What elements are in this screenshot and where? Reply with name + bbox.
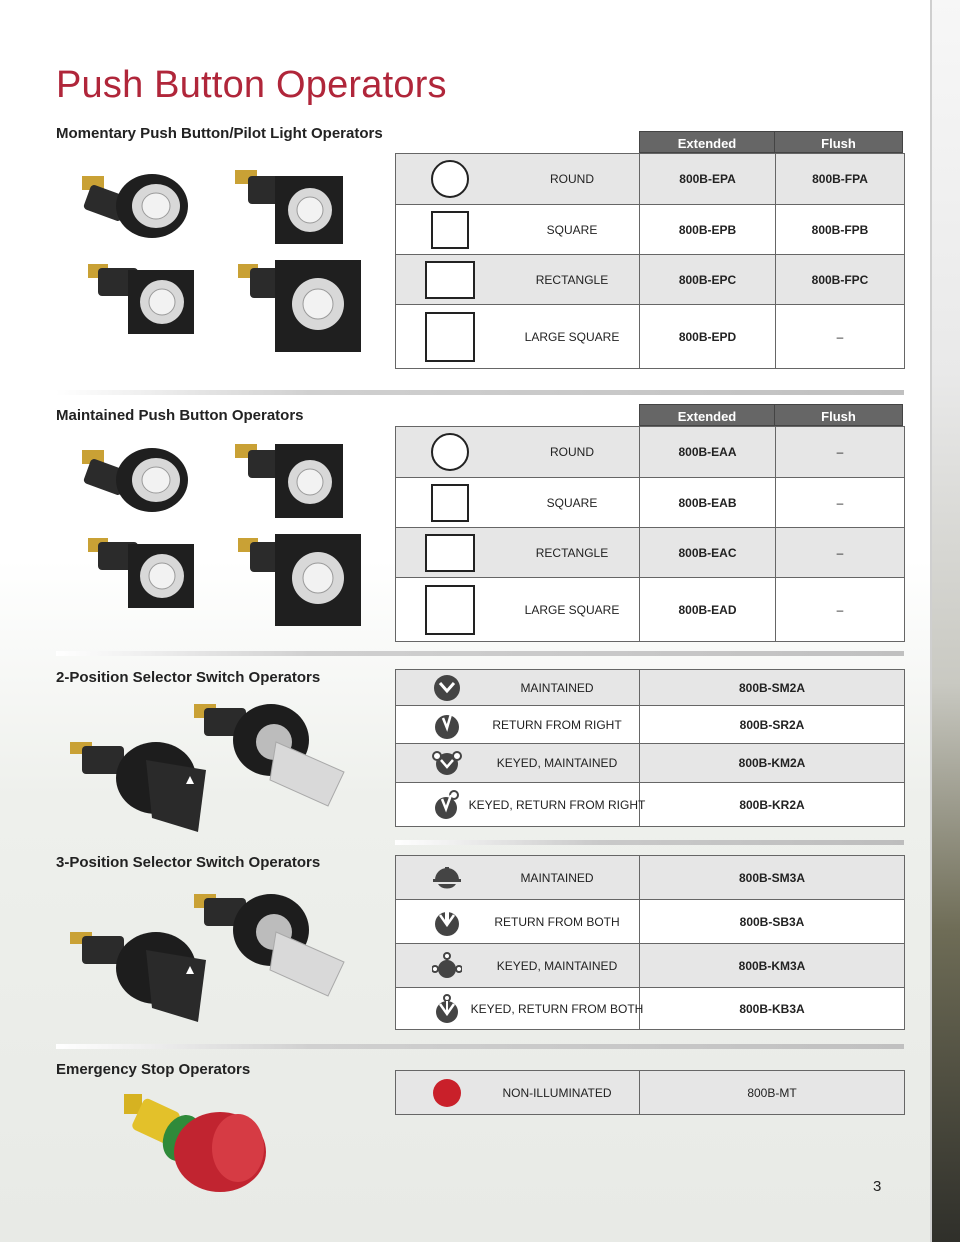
selector3-operators-photo	[66, 890, 356, 1035]
table-row	[396, 578, 905, 642]
table-row	[396, 205, 905, 255]
flush-code: –	[776, 528, 905, 578]
key-selector-image	[194, 894, 344, 996]
extended-code: 800B-EPC	[640, 255, 776, 305]
round-operator-image	[82, 448, 188, 512]
section-divider	[56, 651, 904, 656]
table-row	[396, 783, 905, 827]
table-row	[396, 944, 905, 988]
operator-label: KEYED, MAINTAINED	[496, 756, 618, 770]
momentary-section-title: Momentary Push Button/Pilot Light Operators	[56, 125, 383, 142]
shape-label: RECTANGLE	[535, 272, 609, 287]
operator-label: RETURN FROM RIGHT	[492, 717, 622, 732]
flush-header: Flush	[775, 131, 903, 153]
table-row	[396, 427, 905, 478]
shape-label: SQUARE	[546, 495, 598, 510]
table-row	[396, 744, 905, 783]
operator-label: NON-ILLUMINATED	[502, 1085, 612, 1100]
square-operator-image	[235, 170, 343, 244]
extended-code: 800B-EAC	[640, 528, 776, 578]
large-square-operator-image	[238, 260, 361, 352]
square-shape-icon	[431, 211, 469, 249]
page-edge-photo-strip	[930, 0, 960, 1242]
table-row	[396, 900, 905, 944]
flush-header: Flush	[775, 404, 903, 426]
operator-label: MAINTAINED	[520, 870, 594, 885]
catalog-code: 800B-SB3A	[640, 900, 905, 944]
shape-label: LARGE SQUARE	[524, 329, 620, 344]
table-row	[396, 255, 905, 305]
section-divider	[56, 390, 904, 395]
flush-code: 800B-FPC	[776, 255, 905, 305]
flush-code: 800B-FPB	[776, 205, 905, 255]
selector2-table	[395, 669, 905, 827]
extended-code: 800B-EAB	[640, 478, 776, 528]
table-row	[396, 305, 905, 369]
flush-code: –	[776, 427, 905, 478]
table-row	[396, 856, 905, 900]
flush-code: 800B-FPA	[776, 154, 905, 205]
large-square-shape-icon	[425, 585, 475, 635]
extended-code: 800B-EPB	[640, 205, 776, 255]
round-operator-image	[82, 174, 188, 238]
extended-code: 800B-EAD	[640, 578, 776, 642]
key-selector-image	[194, 704, 344, 806]
operator-label: KEYED, RETURN FROM RIGHT	[468, 797, 646, 812]
operator-label: KEYED, RETURN FROM BOTH	[470, 1001, 644, 1016]
maintained-operators-photo	[70, 432, 370, 632]
table-row	[396, 706, 905, 744]
extended-code: 800B-EAA	[640, 427, 776, 478]
knob-selector-image	[70, 932, 206, 1022]
shape-label: LARGE SQUARE	[524, 602, 620, 617]
shape-label: ROUND	[550, 445, 594, 459]
emergency-stop-image	[124, 1094, 266, 1192]
flush-code: –	[776, 305, 905, 369]
table-row	[396, 154, 905, 205]
extended-header: Extended	[639, 131, 775, 153]
catalog-code: 800B-KR2A	[640, 783, 905, 827]
rectangle-operator-image	[88, 264, 194, 334]
catalog-code: 800B-KM2A	[640, 744, 905, 783]
flush-code: –	[776, 478, 905, 528]
selector3-section-title: 3-Position Selector Switch Operators	[56, 854, 321, 871]
shape-label: SQUARE	[546, 222, 598, 237]
maintained-table	[395, 426, 905, 642]
table-row	[396, 670, 905, 706]
rectangle-operator-image	[88, 538, 194, 608]
extended-header: Extended	[639, 404, 775, 426]
round-shape-icon	[431, 433, 469, 471]
square-shape-icon	[431, 484, 469, 522]
shape-label: RECTANGLE	[535, 545, 609, 560]
catalog-code: 800B-KM3A	[640, 944, 905, 988]
maintained-table-header	[639, 404, 903, 426]
table-row	[396, 478, 905, 528]
maintained-section-title: Maintained Push Button Operators	[56, 407, 304, 424]
table-row	[396, 1071, 905, 1115]
page-number: 3	[873, 1178, 882, 1195]
extended-code: 800B-EPA	[640, 154, 776, 205]
catalog-code: 800B-SM2A	[640, 670, 905, 706]
catalog-code: 800B-SR2A	[640, 706, 905, 744]
operator-label: RETURN FROM BOTH	[494, 914, 620, 929]
shape-label: ROUND	[550, 172, 594, 186]
rectangle-shape-icon	[425, 534, 475, 572]
table-row	[396, 528, 905, 578]
section-divider	[395, 840, 904, 845]
catalog-code: 800B-MT	[640, 1071, 905, 1115]
square-operator-image	[235, 444, 343, 518]
extended-code: 800B-EPD	[640, 305, 776, 369]
knob-selector-image	[70, 742, 206, 832]
large-square-operator-image	[238, 534, 361, 626]
selector2-section-title: 2-Position Selector Switch Operators	[56, 669, 321, 686]
momentary-table	[395, 153, 905, 369]
selector2-operators-photo	[66, 700, 356, 845]
momentary-operators-photo	[70, 158, 370, 358]
operator-label: KEYED, MAINTAINED	[496, 958, 618, 973]
rectangle-shape-icon	[425, 261, 475, 299]
large-square-shape-icon	[425, 312, 475, 362]
momentary-table-header	[639, 131, 903, 153]
section-divider	[56, 1044, 904, 1049]
estop-operator-photo	[120, 1090, 280, 1200]
flush-code: –	[776, 578, 905, 642]
catalog-code: 800B-SM3A	[640, 856, 905, 900]
selector3-table	[395, 855, 905, 1030]
estop-section-title: Emergency Stop Operators	[56, 1061, 251, 1078]
estop-table	[395, 1070, 905, 1115]
table-row	[396, 988, 905, 1030]
round-shape-icon	[431, 160, 469, 198]
page-title: Push Button Operators	[56, 64, 447, 106]
operator-label: MAINTAINED	[520, 680, 594, 695]
catalog-code: 800B-KB3A	[640, 988, 905, 1030]
